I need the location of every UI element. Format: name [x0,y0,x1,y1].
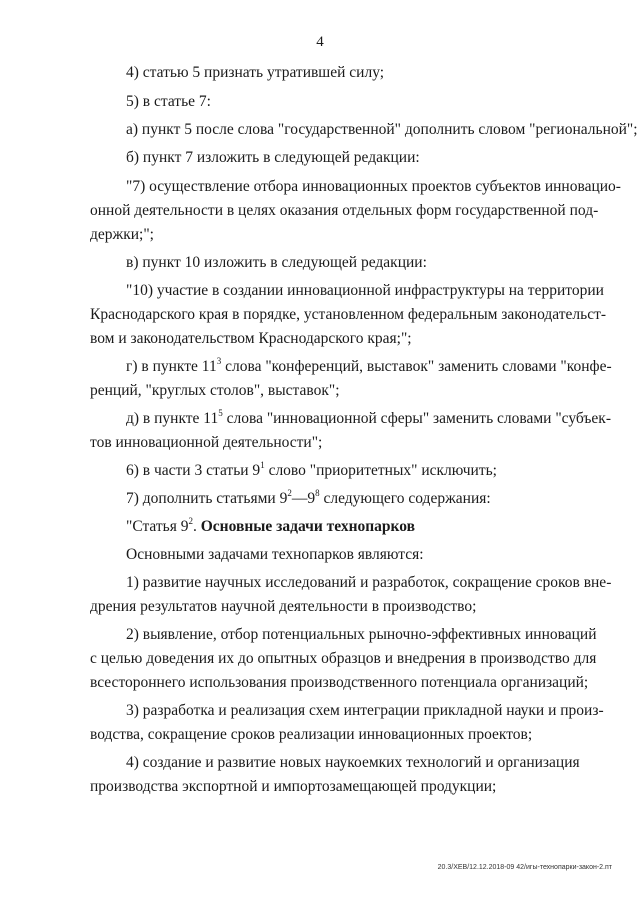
paragraph-line: дрения результатов научной деятельности в производство; [90,598,477,615]
paragraph-line: 7) дополнить статьями $9^2—9^8$ следующего содержания: [126,488,491,507]
paragraph-line: 5) в статье 7: [126,93,211,110]
paragraph-line: вом и законодательством Краснодарского края;"; [90,330,412,347]
paragraph-line: 3) разработка и реализация схем интеграции прикладной науки и произ- [126,702,604,719]
document-footer-code: 20.3/ХЕВ/12.12.2018-09 42/игы-технопарки-закон-2.пт [437,864,612,871]
paragraph-line: д) в пункте $11^5$ слова "инновационной сферы" заменить словами "субъек- [126,408,611,427]
paragraph-line: 6) в части 3 статьи $9^1$ слово "приоритетных" исключить; [126,460,497,479]
paragraph-line: всестороннего использования производственного потенциала организаций; [90,674,589,691]
paragraph-line: ренций, "круглых столов", выставок"; [90,382,340,399]
paragraph-line: г) в пункте $11^3$ слова "конференций, выставок" заменить словами "конфе- [126,356,612,375]
paragraph-line: а) пункт 5 после слова "государственной" дополнить словом "региональной"; [126,121,638,138]
paragraph-line: с целью доведения их до опытных образцов и внедрения в производство для [90,650,597,667]
paragraph-line: 1) развитие научных исследований и разработок, сокращение сроков вне- [126,574,612,591]
paragraph-line: тов инновационной деятельности"; [90,434,323,451]
paragraph-line: онной деятельности в целях оказания отдельных форм государственной под- [90,202,599,219]
paragraph-line: "10) участие в создании инновационной инфраструктуры на территории [126,282,604,299]
paragraph-line: производства экспортной и импортозамещающей продукции; [90,778,497,795]
paragraph-line: Краснодарского края в порядке, установленном федеральным законодательст- [90,306,607,323]
paragraph-line: б) пункт 7 изложить в следующей редакции: [126,149,420,166]
page-number: 4 [316,34,324,50]
paragraph-line: 2) выявление, отбор потенциальных рыночно-эффективных инноваций [126,626,597,643]
paragraph-line: 4) создание и развитие новых наукоемких технологий и организация [126,754,580,771]
paragraph-line: Основными задачами технопарков являются: [126,546,424,563]
paragraph-line: водства, сокращение сроков реализации инновационных проектов; [90,726,533,743]
paragraph-line: в) пункт 10 изложить в следующей редакции: [126,254,427,271]
paragraph-line: держки;"; [90,226,154,243]
paragraph-line: 4) статью 5 признать утратившей силу; [126,64,385,81]
article-heading: "Статья $9^2$. Основные задачи технопарков [126,516,416,535]
paragraph-line: "7) осуществление отбора инновационных проектов субъектов инновацио- [126,178,621,195]
